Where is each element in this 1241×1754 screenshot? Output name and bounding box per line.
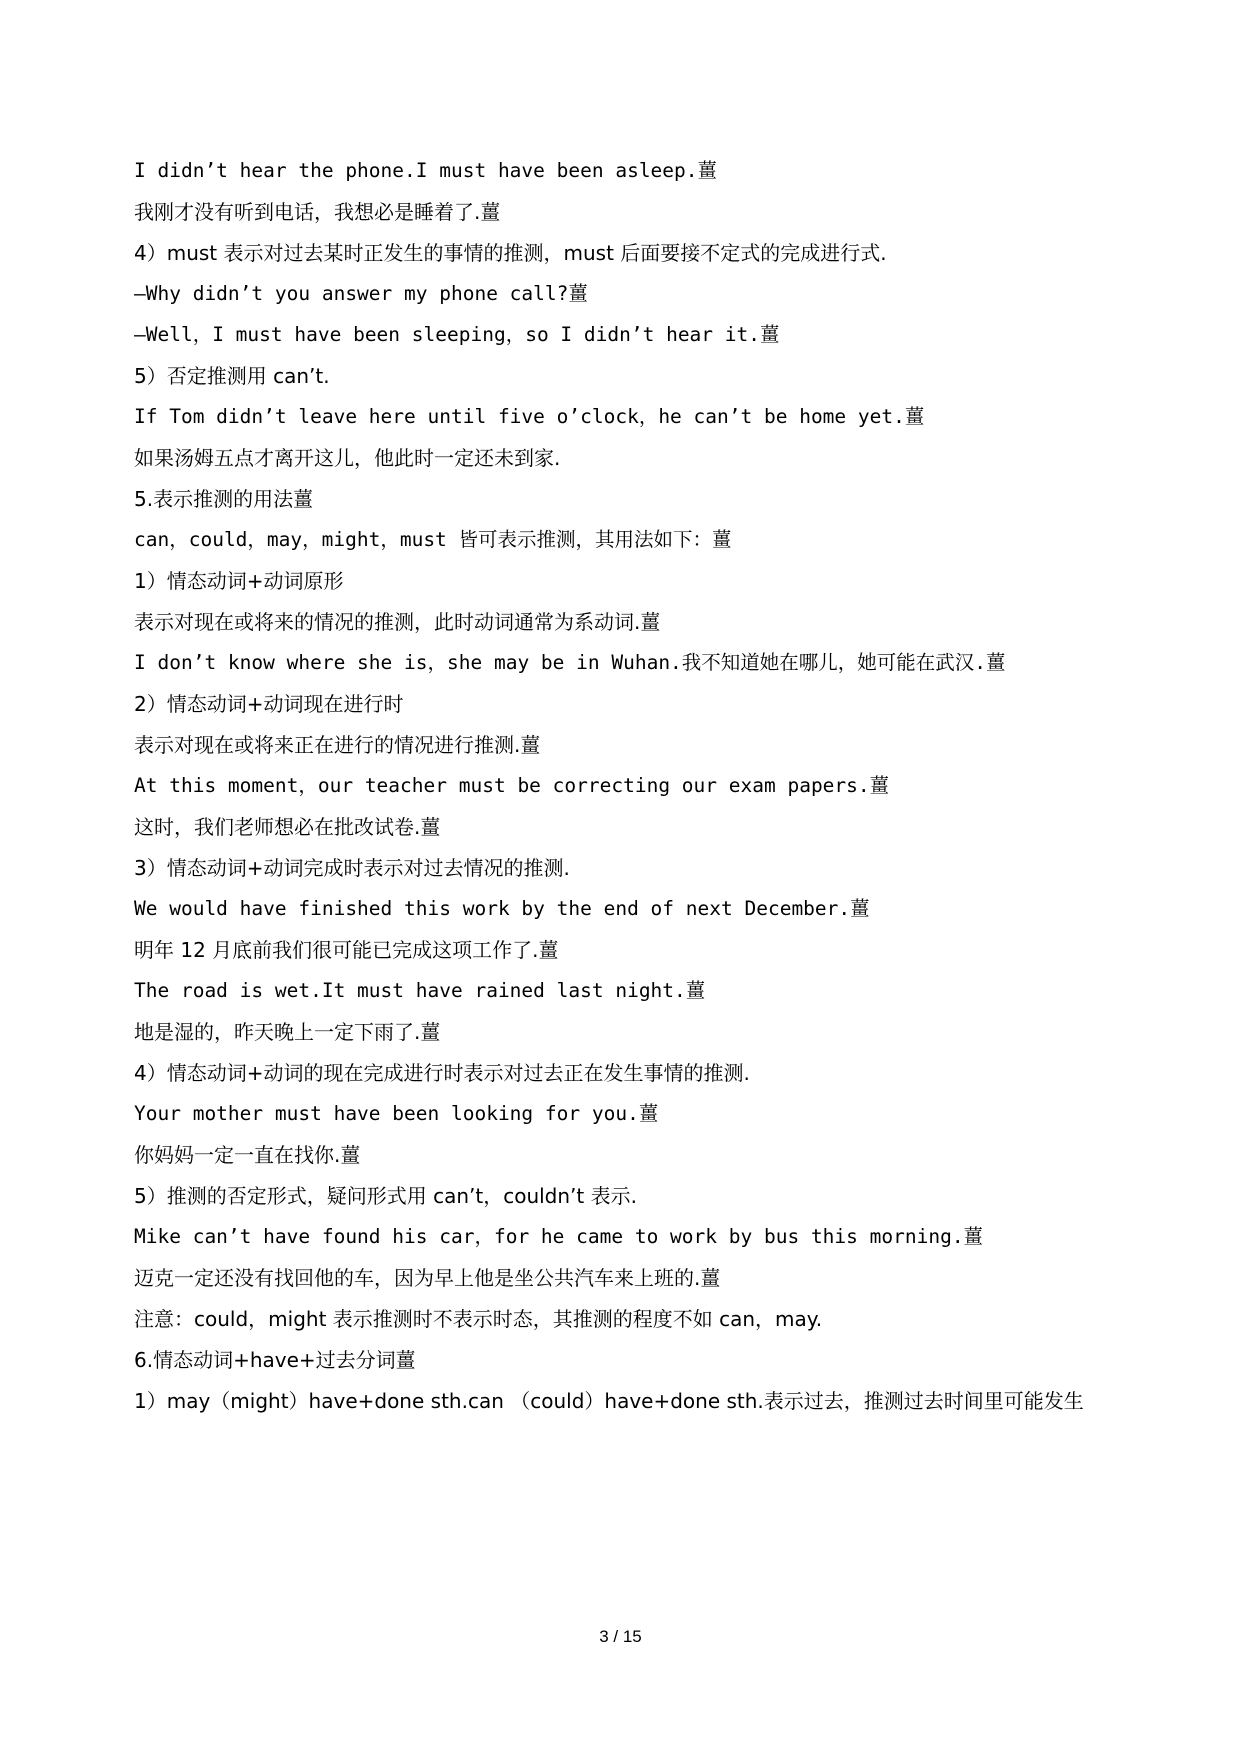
text-line: 这时，我们老师想必在批改试卷.薑: [134, 815, 441, 839]
text-line: We would have finished this work by the end of next December.薑: [134, 897, 870, 920]
text-line: 表示对现在或将来正在进行的情况进行推测.薑: [134, 733, 541, 757]
text-line: I don’t know where she is，she may be in Wuhan.我不知道她在哪儿，她可能在武汉.薑: [134, 651, 1006, 674]
text-line: 3）情态动词+动词完成时表示对过去情况的推测.: [134, 856, 570, 880]
text-line: Mike can’t have found his car，for he came to work by bus this morning.薑: [134, 1225, 984, 1248]
text-line: 2）情态动词+动词现在进行时: [134, 692, 404, 716]
text-line: 如果汤姆五点才离开这儿，他此时一定还未到家.: [134, 446, 561, 470]
text-line: —Why didn’t you answer my phone call?薑: [134, 282, 588, 305]
text-line: 4）情态动词+动词的现在完成进行时表示对过去正在发生事情的推测.: [134, 1061, 750, 1085]
text-line: 我刚才没有听到电话，我想必是睡着了.薑: [134, 200, 501, 224]
text-line: 地是湿的，昨天晚上一定下雨了.薑: [134, 1020, 441, 1044]
text-line: 1）情态动词+动词原形: [134, 569, 344, 593]
text-line: 4）must 表示对过去某时正发生的事情的推测，must 后面要接不定式的完成进行式.: [134, 241, 887, 265]
text-line: At this moment，our teacher must be correcting our exam papers.薑: [134, 774, 890, 797]
text-line: 你妈妈一定一直在找你.薑: [134, 1143, 361, 1167]
text-line: I didn’t hear the phone.I must have been asleep.薑: [134, 159, 718, 182]
text-line: 5）推测的否定形式，疑问形式用 can’t，couldn’t 表示.: [134, 1184, 637, 1208]
text-line: —Well，I must have been sleeping，so I didn’t hear it.薑: [134, 323, 780, 346]
text-line: 5）否定推测用 can’t.: [134, 364, 330, 388]
text-line: can，could，may，might，must 皆可表示推测，其用法如下：薑: [134, 528, 732, 551]
text-line: The road is wet.It must have rained last night.薑: [134, 979, 706, 1002]
text-line: If Tom didn’t leave here until five o’clock，he can’t be home yet.薑: [134, 405, 925, 428]
text-line: 1）may（might）have+done sth.can （could）have+done sth.表示过去，推测过去时间里可能发生: [134, 1389, 1084, 1413]
section-heading: 5.表示推测的用法薑: [134, 487, 314, 511]
text-line: 迈克一定还没有找回他的车，因为早上他是坐公共汽车来上班的.薑: [134, 1266, 721, 1290]
text-line: 明年 12 月底前我们很可能已完成这项工作了.薑: [134, 938, 559, 962]
text-line: Your mother must have been looking for you.薑: [134, 1102, 659, 1125]
text-line: 表示对现在或将来的情况的推测，此时动词通常为系动词.薑: [134, 610, 661, 634]
note-line: 注意：could，might 表示推测时不表示时态，其推测的程度不如 can，may.: [134, 1307, 823, 1331]
section-heading: 6.情态动词+have+过去分词薑: [134, 1348, 416, 1372]
page-number: 3 / 15: [599, 1627, 642, 1646]
